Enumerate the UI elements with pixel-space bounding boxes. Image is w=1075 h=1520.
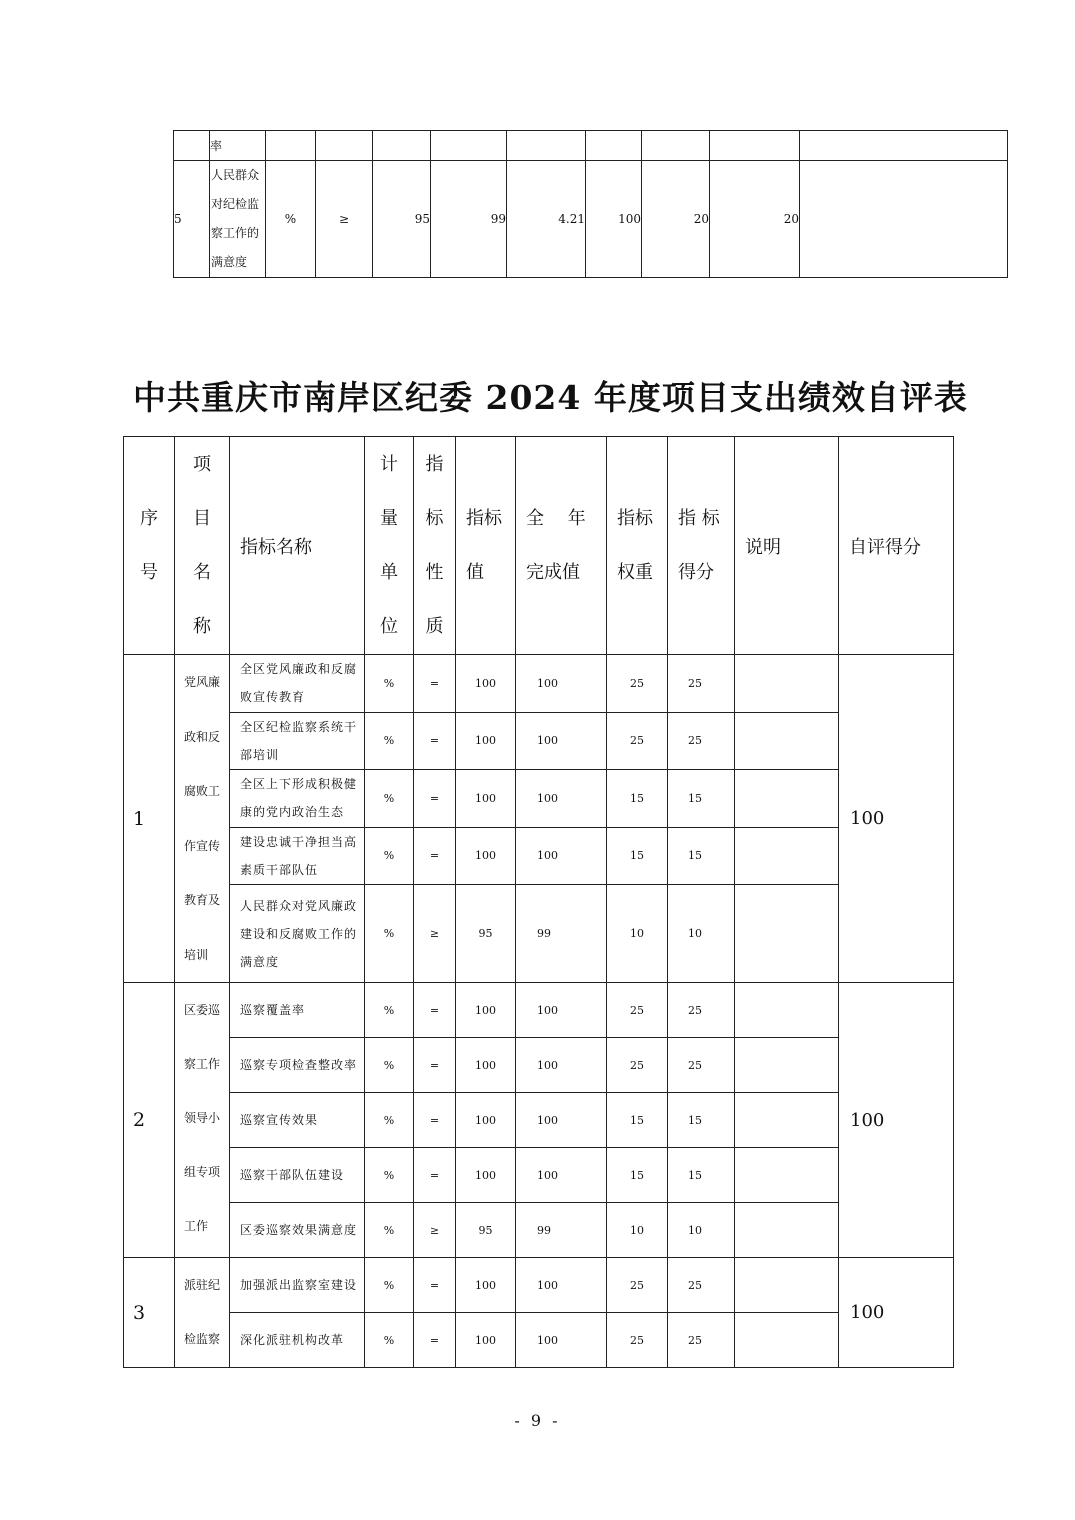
unit-cell: %	[365, 885, 414, 983]
unit-cell: %	[365, 655, 414, 713]
weight-cell: 15	[607, 827, 668, 885]
score-a-cell: 20	[642, 161, 710, 278]
nature-cell: ≥	[316, 161, 373, 278]
score-b-cell	[710, 131, 800, 161]
score-a-cell	[642, 131, 710, 161]
nature-cell: =	[414, 983, 456, 1038]
nature-cell	[316, 131, 373, 161]
table-row	[174, 131, 1008, 161]
indicator-name: 全区党风廉政和反腐 败宣传教育	[230, 655, 365, 713]
table-row	[124, 827, 954, 885]
unit-cell: %	[365, 712, 414, 770]
target-cell: 100	[456, 1093, 516, 1148]
target-cell: 100	[456, 712, 516, 770]
actual-cell: 100	[516, 1313, 607, 1368]
target-cell: 95	[456, 1203, 516, 1258]
actual-cell: 100	[516, 655, 607, 713]
self-score-cell: 100	[839, 983, 954, 1258]
note-cell	[735, 1093, 839, 1148]
target-cell: 95	[373, 161, 431, 278]
header-score: 指 标 得分	[668, 437, 735, 655]
nature-cell: =	[414, 655, 456, 713]
group-project-name: 区委巡 察工作 领导小 组专项 工作	[175, 983, 230, 1258]
weight-cell: 25	[607, 1258, 668, 1313]
score-cell: 15	[668, 770, 735, 828]
table-row	[174, 161, 1008, 278]
table-row	[124, 1203, 954, 1258]
table-row	[124, 712, 954, 770]
table-row	[124, 1313, 954, 1368]
weight-a-cell: 4.21	[507, 161, 586, 278]
actual-cell: 99	[431, 161, 507, 278]
score-cell: 25	[668, 1038, 735, 1093]
weight-cell: 25	[607, 655, 668, 713]
actual-cell: 100	[516, 983, 607, 1038]
weight-b-cell	[586, 131, 642, 161]
header-row	[124, 437, 954, 655]
indicator-name: 巡察覆盖率	[230, 983, 365, 1038]
target-cell: 100	[456, 655, 516, 713]
score-cell: 25	[668, 1313, 735, 1368]
header-unit: 计 量 单 位	[365, 437, 414, 655]
performance-table	[123, 436, 954, 1368]
target-cell: 100	[456, 770, 516, 828]
indicator-name-cell: 人民群众 对纪检监 察工作的 满意度	[210, 161, 266, 278]
actual-cell: 100	[516, 712, 607, 770]
nature-cell: =	[414, 1093, 456, 1148]
weight-a-cell	[507, 131, 586, 161]
note-cell	[735, 1038, 839, 1093]
nature-cell: =	[414, 712, 456, 770]
nature-cell: =	[414, 1038, 456, 1093]
group-seq: 2	[124, 983, 175, 1258]
page-number: - 9 -	[514, 1411, 561, 1430]
self-score-cell: 100	[839, 655, 954, 983]
unit-cell: %	[365, 1093, 414, 1148]
nature-cell: ≥	[414, 1203, 456, 1258]
score-cell: 15	[668, 827, 735, 885]
unit-cell: %	[365, 1038, 414, 1093]
score-b-cell: 20	[710, 161, 800, 278]
actual-cell	[431, 131, 507, 161]
weight-cell: 10	[607, 1203, 668, 1258]
weight-cell: 25	[607, 1038, 668, 1093]
table-row	[124, 1038, 954, 1093]
indicator-name: 全区上下形成积极健 康的党内政治生态	[230, 770, 365, 828]
target-cell: 95	[456, 885, 516, 983]
group-project-name: 党风廉 政和反 腐败工 作宣传 教育及 培训	[175, 655, 230, 983]
seq-cell	[174, 131, 210, 161]
target-cell: 100	[456, 1313, 516, 1368]
note-cell	[735, 827, 839, 885]
note-cell	[800, 131, 1008, 161]
score-cell: 25	[668, 655, 735, 713]
note-cell	[735, 712, 839, 770]
table-row	[124, 983, 954, 1038]
note-cell	[735, 1203, 839, 1258]
unit-cell: %	[266, 161, 316, 278]
score-cell: 25	[668, 983, 735, 1038]
score-cell: 10	[668, 1203, 735, 1258]
seq-cell: 5	[174, 161, 210, 278]
score-cell: 15	[668, 1093, 735, 1148]
indicator-name: 加强派出监察室建设	[230, 1258, 365, 1313]
score-cell: 15	[668, 1148, 735, 1203]
indicator-name: 建设忠诚干净担当高 素质干部队伍	[230, 827, 365, 885]
indicator-name: 深化派驻机构改革	[230, 1313, 365, 1368]
table-row	[124, 770, 954, 828]
unit-cell: %	[365, 1313, 414, 1368]
indicator-name: 区委巡察效果满意度	[230, 1203, 365, 1258]
note-cell	[735, 1148, 839, 1203]
unit-cell: %	[365, 1258, 414, 1313]
target-cell: 100	[456, 827, 516, 885]
table-row	[124, 1258, 954, 1313]
actual-cell: 100	[516, 1148, 607, 1203]
indicator-name: 全区纪检监察系统干 部培训	[230, 712, 365, 770]
actual-cell: 99	[516, 885, 607, 983]
unit-cell	[266, 131, 316, 161]
note-cell	[735, 885, 839, 983]
weight-cell: 15	[607, 770, 668, 828]
nature-cell: =	[414, 770, 456, 828]
header-weight: 指标 权重	[607, 437, 668, 655]
indicator-name: 巡察专项检查整改率	[230, 1038, 365, 1093]
header-self-score: 自评得分	[839, 437, 954, 655]
note-cell	[735, 1313, 839, 1368]
score-cell: 25	[668, 1258, 735, 1313]
table-row	[124, 655, 954, 713]
header-actual: 全 年 完成值	[516, 437, 607, 655]
target-cell: 100	[456, 1038, 516, 1093]
note-cell	[735, 1258, 839, 1313]
weight-cell: 15	[607, 1148, 668, 1203]
header-note: 说明	[735, 437, 839, 655]
weight-cell: 10	[607, 885, 668, 983]
score-cell: 25	[668, 712, 735, 770]
actual-cell: 100	[516, 1093, 607, 1148]
actual-cell: 100	[516, 1038, 607, 1093]
nature-cell: =	[414, 1313, 456, 1368]
actual-cell: 100	[516, 827, 607, 885]
indicator-name: 巡察干部队伍建设	[230, 1148, 365, 1203]
weight-cell: 25	[607, 983, 668, 1038]
header-target: 指标 值	[456, 437, 516, 655]
note-cell	[735, 983, 839, 1038]
target-cell	[373, 131, 431, 161]
target-cell: 100	[456, 1148, 516, 1203]
group-project-name: 派驻纪 检监察	[175, 1258, 230, 1368]
page-title: 中共重庆市南岸区纪委 2024 年度项目支出绩效自评表	[133, 378, 968, 417]
header-indicator: 指标名称	[230, 437, 365, 655]
note-cell	[735, 770, 839, 828]
self-score-cell: 100	[839, 1258, 954, 1368]
nature-cell: =	[414, 1258, 456, 1313]
previous-table-continuation	[173, 130, 1008, 278]
score-cell: 10	[668, 885, 735, 983]
table-row	[124, 1093, 954, 1148]
nature-cell: ≥	[414, 885, 456, 983]
indicator-name: 巡察宣传效果	[230, 1093, 365, 1148]
nature-cell: =	[414, 1148, 456, 1203]
target-cell: 100	[456, 983, 516, 1038]
unit-cell: %	[365, 1148, 414, 1203]
indicator-name: 人民群众对党风廉政 建设和反腐败工作的 满意度	[230, 885, 365, 983]
actual-cell: 100	[516, 1258, 607, 1313]
indicator-name-cell: 率	[210, 131, 266, 161]
unit-cell: %	[365, 770, 414, 828]
table-row	[124, 885, 954, 983]
actual-cell: 100	[516, 770, 607, 828]
header-nature: 指 标 性 质	[414, 437, 456, 655]
weight-cell: 25	[607, 1313, 668, 1368]
weight-cell: 15	[607, 1093, 668, 1148]
note-cell	[800, 161, 1008, 278]
unit-cell: %	[365, 827, 414, 885]
note-cell	[735, 655, 839, 713]
header-seq: 序 号	[124, 437, 175, 655]
unit-cell: %	[365, 983, 414, 1038]
header-project: 项 目 名 称	[175, 437, 230, 655]
group-seq: 3	[124, 1258, 175, 1368]
nature-cell: =	[414, 827, 456, 885]
table-row	[124, 1148, 954, 1203]
weight-b-cell: 100	[586, 161, 642, 278]
group-seq: 1	[124, 655, 175, 983]
target-cell: 100	[456, 1258, 516, 1313]
unit-cell: %	[365, 1203, 414, 1258]
actual-cell: 99	[516, 1203, 607, 1258]
weight-cell: 25	[607, 712, 668, 770]
